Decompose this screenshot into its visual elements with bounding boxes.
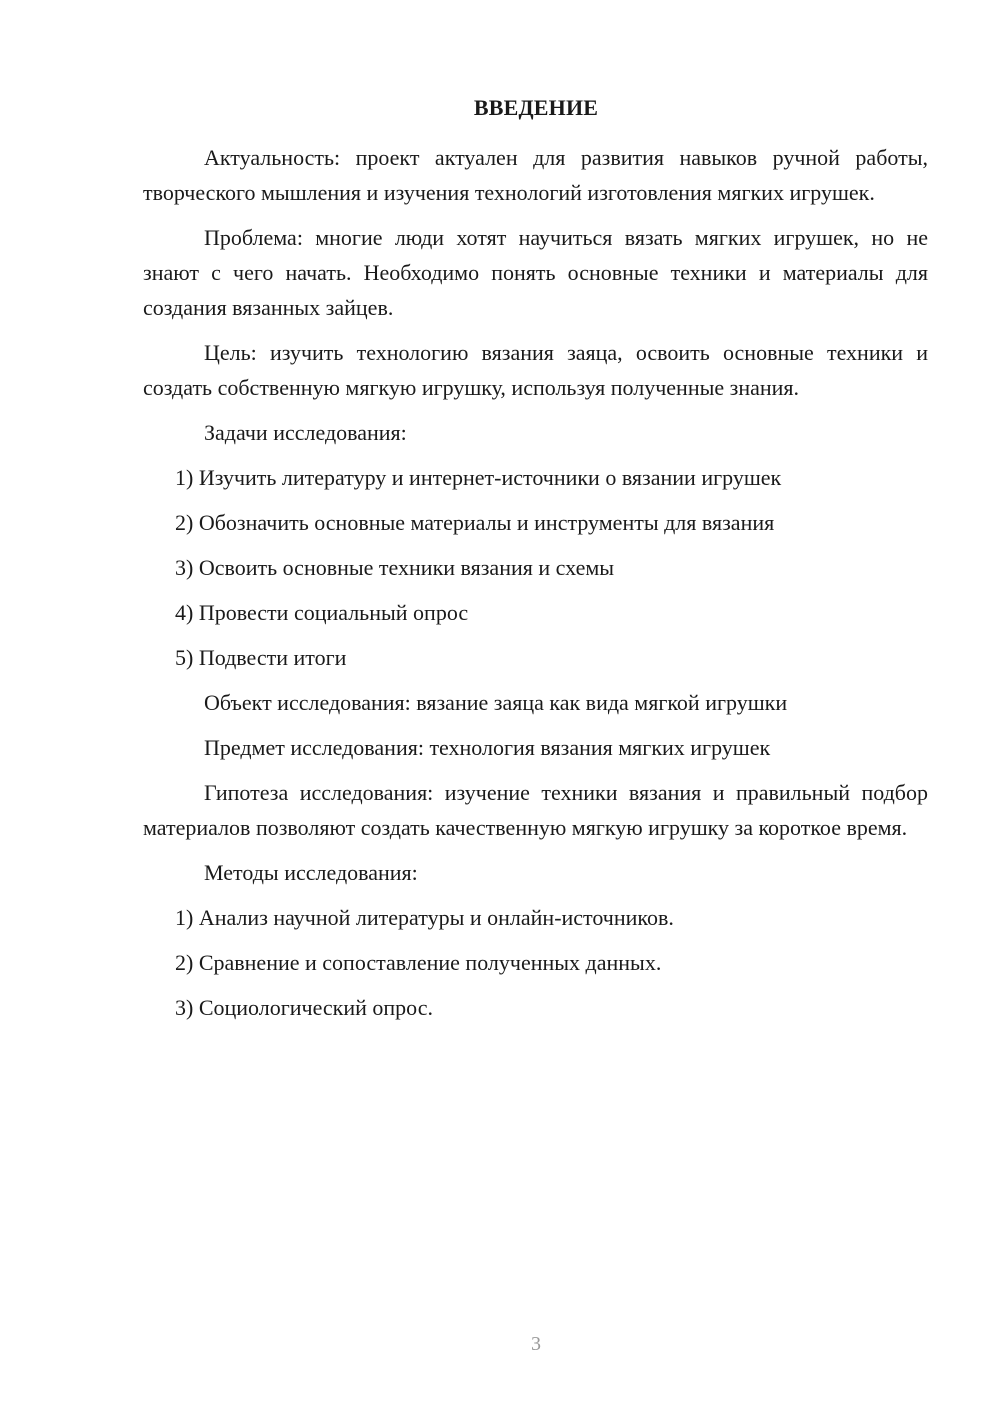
methods-title: Методы исследования: (204, 860, 418, 885)
page-number: 3 (531, 1333, 541, 1355)
task-item: 5) Подвести итоги (175, 645, 347, 670)
section-heading: ВВЕДЕНИЕ (473, 95, 599, 120)
method-item: 3) Социологический опрос. (175, 995, 433, 1020)
document-body (143, 140, 928, 1035)
relevance-paragraph: Актуальность: проект актуален для развития навыков ручной работы, творческого мышления и изучения технологий изготовления мягких игрушек. (143, 145, 928, 205)
problem-paragraph: Проблема: многие люди хотят научиться вязать мягких игрушек, но не знают с чего начать. Необходимо понять основные техники и материалы для создания вязанных зайцев. (143, 225, 928, 320)
subject-line: Предмет исследования: технология вязания мягких игрушек (204, 735, 771, 760)
task-item: 3) Освоить основные техники вязания и схемы (175, 555, 615, 580)
task-item: 2) Обозначить основные материалы и инструменты для вязания (175, 510, 775, 535)
hypothesis-paragraph: Гипотеза исследования: изучение техники вязания и правильный подбор материалов позволяют создать качественную мягкую игрушку за короткое время. (143, 780, 928, 840)
method-item: 1) Анализ научной литературы и онлайн-источников. (175, 905, 674, 930)
tasks-list (143, 460, 928, 675)
goal-paragraph: Цель: изучить технологию вязания заяца, освоить основные техники и создать собственную мягкую игрушку, используя полученные знания. (143, 340, 928, 400)
task-item: 4) Провести социальный опрос (175, 600, 469, 625)
object-line: Объект исследования: вязание заяца как вида мягкой игрушки (204, 690, 788, 715)
method-item: 2) Сравнение и сопоставление полученных данных. (175, 950, 662, 975)
methods-list (143, 900, 928, 1025)
task-item: 1) Изучить литературу и интернет-источники о вязании игрушек (175, 465, 782, 490)
tasks-title: Задачи исследования: (204, 420, 407, 445)
